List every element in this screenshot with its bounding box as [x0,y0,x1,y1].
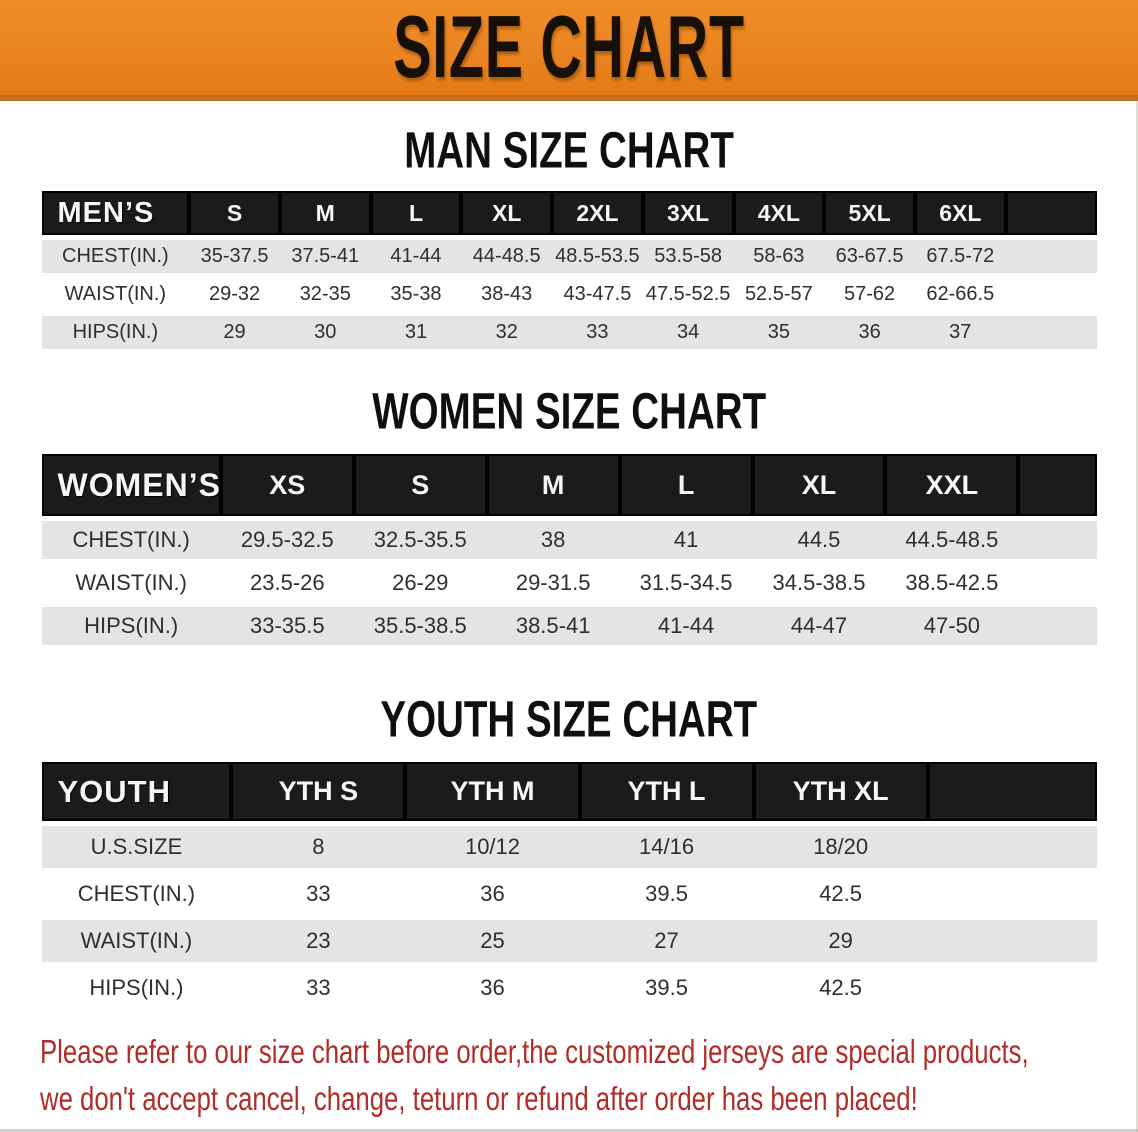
size-value-cell: 38.5-42.5 [885,564,1018,602]
size-value-cell: 31 [371,316,462,349]
size-value-cell: 37 [915,316,1006,349]
disclaimer-line-1: Please refer to our size chart before order,the customized jerseys are special products, [40,1033,1029,1070]
size-value-cell: 34.5-38.5 [753,564,886,602]
size-value-cell: 35-38 [371,278,462,311]
women-size-table [42,449,1097,650]
measure-row-label: CHEST(IN.) [42,521,221,559]
size-value-cell: 42.5 [754,873,928,915]
size-value-cell: 25 [405,920,579,962]
size-value-cell: 36 [824,316,915,349]
measure-row-label: HIPS(IN.) [42,967,232,1009]
size-value-cell: 10/12 [405,826,579,868]
youth-size-table [42,757,1097,1014]
size-value-cell: 29 [189,316,280,349]
size-value-cell: 29 [754,920,928,962]
size-header-cell: S [189,191,280,235]
size-value-cell: 26-29 [354,564,487,602]
size-value-cell: 33 [231,967,405,1009]
size-header-cell: M [487,454,620,516]
row-filler-cell [1018,564,1096,602]
measure-row-label: WAIST(IN.) [42,278,190,311]
size-value-cell: 23 [231,920,405,962]
table-group-label: MEN’S [42,191,190,235]
size-value-cell: 27 [580,920,754,962]
measure-row-label: CHEST(IN.) [42,873,232,915]
size-value-cell: 31.5-34.5 [620,564,753,602]
size-value-cell: 29.5-32.5 [221,521,354,559]
size-value-cell: 67.5-72 [915,240,1006,273]
size-header-cell: 4XL [734,191,825,235]
size-value-cell: 38 [487,521,620,559]
size-value-cell: 39.5 [580,967,754,1009]
size-value-cell: 63-67.5 [824,240,915,273]
row-filler-cell [928,873,1097,915]
size-header-cell: XL [753,454,886,516]
size-value-cell: 38.5-41 [487,607,620,645]
size-header-cell: YTH S [231,762,405,821]
size-value-cell: 41 [620,521,753,559]
size-value-cell: 32-35 [280,278,371,311]
header-filler-cell [928,762,1097,821]
size-value-cell: 53.5-58 [643,240,734,273]
size-value-cell: 39.5 [580,873,754,915]
measure-row [42,967,1097,1009]
row-filler-cell [928,920,1097,962]
row-filler-cell [1006,278,1097,311]
size-value-cell: 32.5-35.5 [354,521,487,559]
size-value-cell: 41-44 [620,607,753,645]
size-value-cell: 18/20 [754,826,928,868]
order-disclaimer [40,1028,1138,1122]
size-header-cell: XS [221,454,354,516]
youth-section-heading: YOUTH SIZE CHART [380,689,758,748]
measure-row [42,521,1097,559]
table-group-label: WOMEN’S [42,454,221,516]
size-value-cell: 34 [643,316,734,349]
row-filler-cell [1006,316,1097,349]
size-value-cell: 44.5 [753,521,886,559]
size-value-cell: 42.5 [754,967,928,1009]
size-value-cell: 57-62 [824,278,915,311]
header-filler-cell [1018,454,1096,516]
size-value-cell: 48.5-53.5 [552,240,643,273]
size-value-cell: 41-44 [371,240,462,273]
men-section-heading: MAN SIZE CHART [404,120,734,179]
measure-row [42,826,1097,868]
row-filler-cell [1006,240,1097,273]
size-value-cell: 23.5-26 [221,564,354,602]
measure-row [42,607,1097,645]
size-header-cell: L [371,191,462,235]
size-header-cell: 5XL [824,191,915,235]
size-value-cell: 43-47.5 [552,278,643,311]
size-value-cell: 33 [552,316,643,349]
size-value-cell: 44.5-48.5 [885,521,1018,559]
page-title: SIZE CHART [393,0,745,97]
size-value-cell: 8 [231,826,405,868]
size-header-cell: M [280,191,371,235]
size-value-cell: 14/16 [580,826,754,868]
size-header-cell: S [354,454,487,516]
size-value-cell: 29-31.5 [487,564,620,602]
measure-row [42,240,1097,273]
row-filler-cell [1018,521,1096,559]
row-filler-cell [928,967,1097,1009]
size-value-cell: 33-35.5 [221,607,354,645]
table-group-label: YOUTH [42,762,232,821]
size-value-cell: 52.5-57 [734,278,825,311]
size-value-cell: 58-63 [734,240,825,273]
size-header-cell: XL [461,191,552,235]
size-value-cell: 30 [280,316,371,349]
size-value-cell: 36 [405,967,579,1009]
size-header-cell: 2XL [552,191,643,235]
size-value-cell: 44-48.5 [461,240,552,273]
disclaimer-line-2: we don't accept cancel, change, teturn or refund after order has been placed! [40,1080,918,1117]
size-value-cell: 47-50 [885,607,1018,645]
size-header-cell: 3XL [643,191,734,235]
size-header-cell: YTH M [405,762,579,821]
row-filler-cell [928,826,1097,868]
measure-row-label: HIPS(IN.) [42,316,190,349]
size-value-cell: 35-37.5 [189,240,280,273]
measure-row [42,873,1097,915]
women-section-heading: WOMEN SIZE CHART [372,381,766,440]
size-value-cell: 35.5-38.5 [354,607,487,645]
size-header-cell: YTH XL [754,762,928,821]
measure-row [42,564,1097,602]
measure-row-label: HIPS(IN.) [42,607,221,645]
size-value-cell: 36 [405,873,579,915]
size-value-cell: 44-47 [753,607,886,645]
measure-row [42,278,1097,311]
measure-row-label: CHEST(IN.) [42,240,190,273]
measure-row-label: U.S.SIZE [42,826,232,868]
size-value-cell: 37.5-41 [280,240,371,273]
measure-row [42,920,1097,962]
size-header-cell: L [620,454,753,516]
size-value-cell: 47.5-52.5 [643,278,734,311]
measure-row [42,316,1097,349]
size-value-cell: 38-43 [461,278,552,311]
title-banner [0,0,1138,101]
measure-row-label: WAIST(IN.) [42,564,221,602]
row-filler-cell [1018,607,1096,645]
size-value-cell: 62-66.5 [915,278,1006,311]
men-size-section [0,120,1138,354]
size-value-cell: 35 [734,316,825,349]
size-header-cell: YTH L [580,762,754,821]
women-size-section [0,381,1138,650]
youth-size-section [0,689,1138,1014]
size-value-cell: 29-32 [189,278,280,311]
size-value-cell: 32 [461,316,552,349]
size-value-cell: 33 [231,873,405,915]
header-filler-cell [1006,191,1097,235]
size-header-cell: XXL [885,454,1018,516]
measure-row-label: WAIST(IN.) [42,920,232,962]
size-header-cell: 6XL [915,191,1006,235]
men-size-table [42,186,1097,354]
